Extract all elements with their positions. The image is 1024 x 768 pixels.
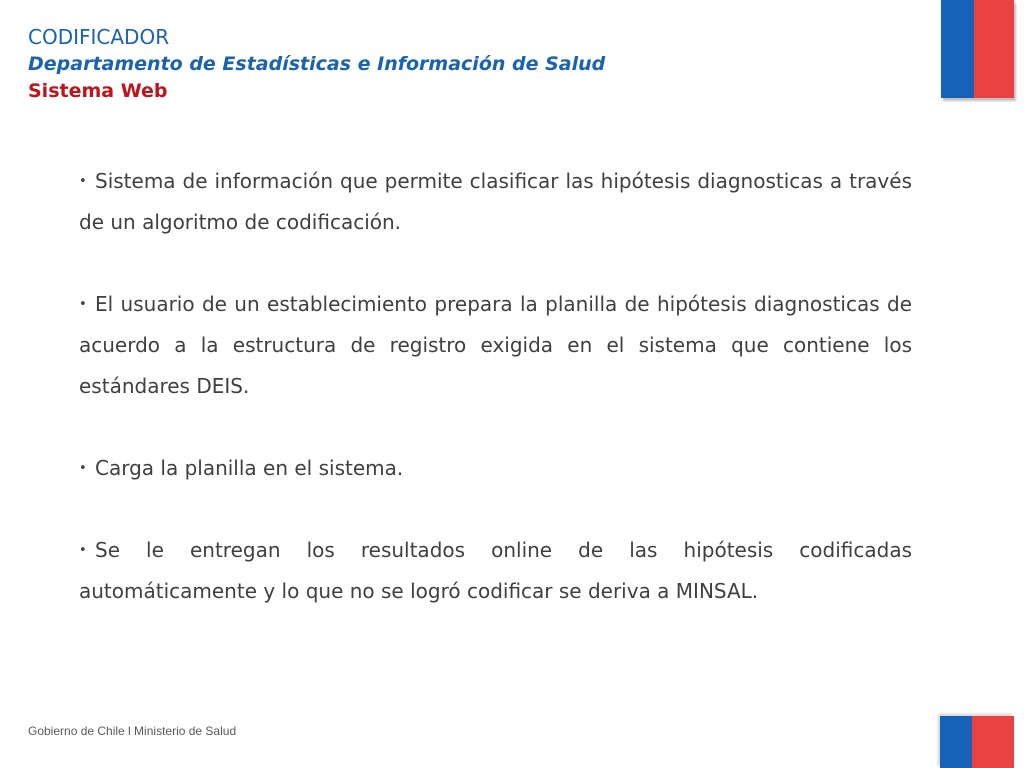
bullet-icon: • xyxy=(79,174,87,189)
slide-subtitle: Sistema Web xyxy=(28,80,168,102)
list-item-text: El usuario de un establecimiento prepara la planilla de hipótesis diagnosticas de acuerdo a la estructura de registro exigida en el sistema que contiene los estándares DEIS. xyxy=(79,292,912,398)
chile-flag-logo-top xyxy=(941,0,1014,98)
bullet-list xyxy=(79,161,912,653)
flag-red-stripe xyxy=(972,716,1014,768)
footer-text: Gobierno de Chile l Ministerio de Salud xyxy=(28,724,237,738)
list-item xyxy=(79,530,912,612)
slide-title: CODIFICADOR xyxy=(28,25,170,49)
list-item-text: Carga la planilla en el sistema. xyxy=(95,456,404,480)
chile-flag-logo-bottom xyxy=(940,716,1014,768)
bullet-icon: • xyxy=(79,461,87,476)
flag-blue-stripe xyxy=(940,716,972,768)
list-item-text: Sistema de información que permite clasificar las hipótesis diagnosticas a través de un algoritmo de codificación. xyxy=(79,169,912,234)
slide-header xyxy=(28,24,605,105)
list-item xyxy=(79,284,912,407)
list-item-text: Se le entregan los resultados online de las hipótesis codificadas automáticamente y lo que no se logró codificar se deriva a MINSAL. xyxy=(79,538,912,603)
list-item xyxy=(79,161,912,243)
list-item xyxy=(79,448,912,489)
flag-red-stripe xyxy=(974,0,1014,98)
bullet-icon: • xyxy=(79,543,87,558)
bullet-icon: • xyxy=(79,297,87,312)
department-name: Departamento de Estadísticas e Información de Salud xyxy=(28,53,606,75)
flag-blue-stripe xyxy=(941,0,974,98)
